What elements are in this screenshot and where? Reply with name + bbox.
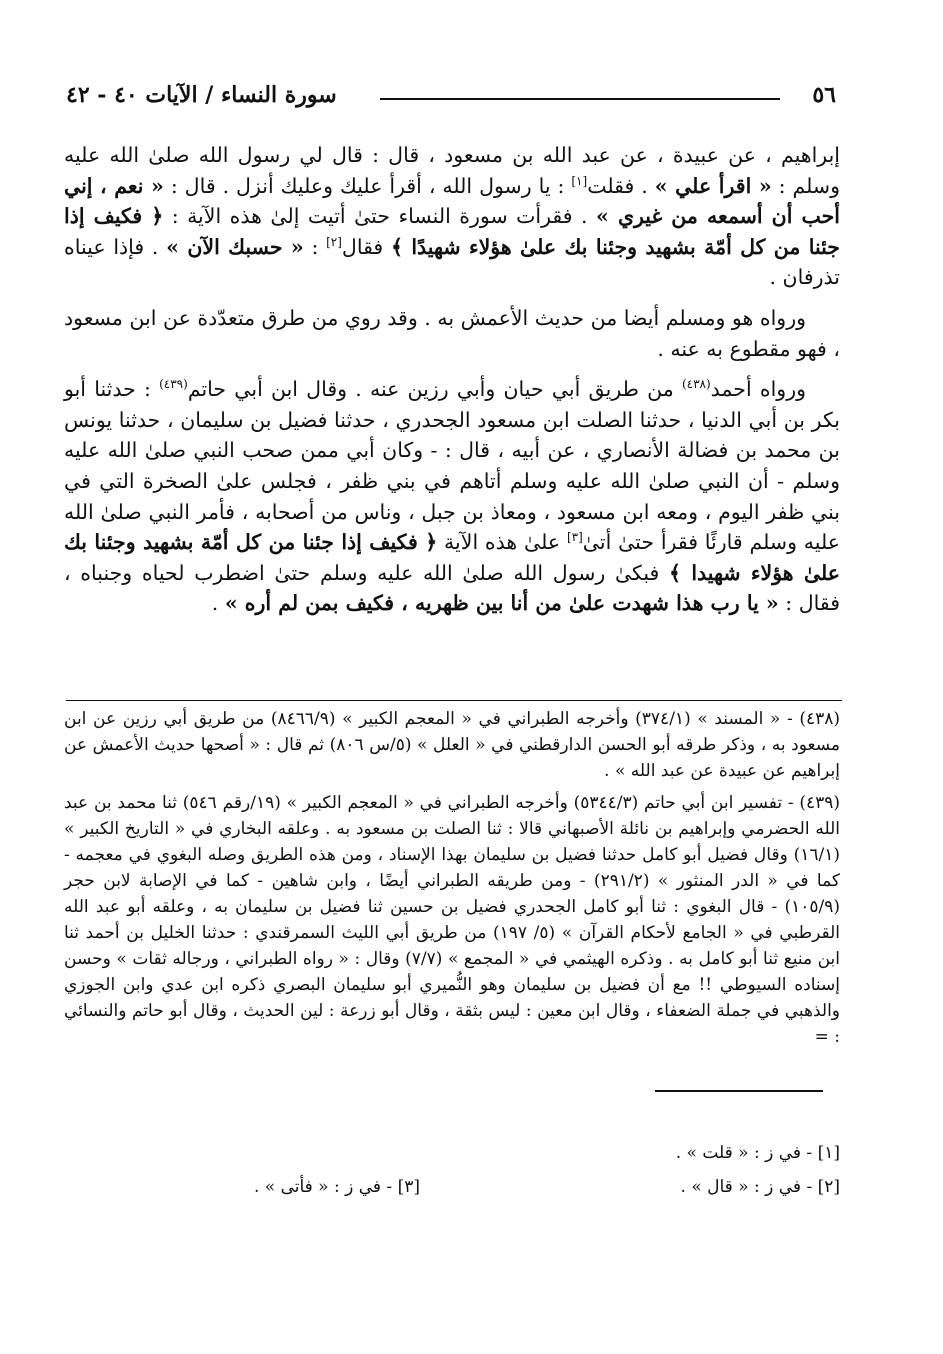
running-title: سورة النساء / الآيات ٤٠ - ٤٢ [66,82,337,108]
variants-separator [655,1090,823,1092]
footnote-separator [66,700,842,701]
manuscript-variants [64,1136,840,1206]
footnote-ref-438: (٤٣٨) [681,377,711,392]
footnotes [64,706,840,1056]
hadith-quote: « يا رب هذا شهدت علىٰ من أنا بين ظهريه ، فكيف بمن لم أره » [224,591,779,616]
footnote-438: (٤٣٨) - « المسند » (٣٧٤/١) وأخرجه الطبراني في « المعجم الكبير » (٨٤٦٦/٩) من طريق أبي رزين عن ابن مسعود به ، وذكر طرقه أبو الحسن الدارقطني في « العلل » (٥/س ٨٠٦) ثم قال : « أصحها حديث الأعمش عن إبراهيم عن عبيدة عن عبد الله » . [64,709,840,781]
paragraph-2: ورواه هو ومسلم أيضا من حديث الأعمش به . وقد روي من طرق متعدّدة عن ابن مسعود ، فهو مقطوع به عنه . [64,305,840,361]
variant-note-1: [١] - في ز : « قلت » . [675,1143,840,1163]
hadith-quote: « حسبك الآن » [166,234,304,259]
paragraph-1: إبراهيم ، عن عبيدة ، عن عبد الله بن مسعود ، قال : قال لي رسول الله صلىٰ الله عليه وسلم : « اقرأ علي » . فقلت[١] : يا رسول الله ، أقرأ عليك وعليك أنزل . قال : « نعم ، إني أحب أن أسمعه من غيري » . فقرأت سورة النساء حتىٰ أتيت إلىٰ هذه الآية : ﴿ فكيف إذا جئنا من كل أمّة بشهيد وجئنا بك علىٰ هؤلاء شهيدًا ﴾ فقال[٢] : « حسبك الآن » . فإذا عيناه تذرفان . [64,143,840,290]
variant-ref-3: [٣] [566,530,583,545]
hadith-quote: « نعم ، إني أحب أن أسمعه من غيري » [64,173,840,229]
paragraph-3: ورواه أحمد$^{(٤٣٨)}$ من طريق أبي حيان وأبي رزين عنه . وقال ابن أبي حاتم$^{(٤٣٩)}$ : حدثنا أبو بكر بن أبي الدنيا ، حدثنا الصلت ابن مسعود الجحدري ، حدثنا فضيل بن سليمان ، حدثنا يونس بن محمد بن فضالة الأنصاري ، عن أبيه ، قال : - وكان أبي ممن صحب النبي صلىٰ الله عليه وسلم - أن النبي صلىٰ الله عليه وسلم أتاهم في بني ظفر ، فجلس علىٰ الصخرة التي في بني ظفر اليوم ، ومعه ابن مسعود ، ومعاذ بن جبل ، وناس من أصحابه ، فأمر النبي صلىٰ الله عليه وسلم قارئًا فقرأ حتىٰ أتىٰ[٣] علىٰ هذه الآية ﴿ فكيف إذا جئنا من كل أمّة بشهيد وجئنا بك علىٰ هؤلاء شهيدا ﴾ فبكىٰ رسول الله صلىٰ الله عليه وسلم حتىٰ اضطرب لحياه وجنباه ، فقال : « يا رب هذا شهدت علىٰ من أنا بين ظهريه ، فكيف بمن لم أره » . [64,377,841,616]
hadith-quote: « اقرأ علي » [654,173,772,198]
quran-verse: ﴿ فكيف إذا جئنا من كل أمّة بشهيد وجئنا بك علىٰ هؤلاء شهيدا ﴾ [64,530,841,585]
main-text [64,140,840,629]
footnote-439: (٤٣٩) - تفسير ابن أبي حاتم (٥٣٤٤/٣) وأخرجه الطبراني في « المعجم الكبير » (١٩/رقم ٥٤٦) ثنا محمد بن عبد الله الحضرمي وإبراهيم بن نائلة الأصبهاني قالا : ثنا الصلت بن مسعود به . وعلقه البخاري في « التاريخ الكبير » (١٦/١) وقال فضيل أبو كامل حدثنا فضيل بن سليمان بهذا الإسناد ، ومن هذه الطريق وصله البغوي في معجمه - كما في « الدر المنثور » (٢٩١/٢) - ومن طريقه الطبراني أيضًا ، وابن شاهين - كما في الإصابة لابن حجر (١٠٥/٩) - قال البغوي : ثنا أبو كامل الجحدري فضيل بن حسين ثنا فضيل بن سليمان به ، وعلقه أبو عبد الله القرطبي في « الجامع لأحكام القرآن » (٥/ ١٩٧) من طريق أبي الليث السمرقندي : حدثنا الخليل بن أحمد ثنا ابن منيع ثنا أبو كامل به . وذكره الهيثمي في « المجمع » (٧/٧) وقال : « رواه الطبراني ، ورجاله ثقات » وحسن إسناده السيوطي !! مع أن فضيل بن سليمان وهو النُّميري أبو سليمان البصري ذكره ابن عدي وابن الجوزي والذهبي في جملة الضعفاء ، وقال ابن معين : ليس بثقة ، وقال أبو زرعة : لين الحديث ، وقال أبو حاتم والنسائي : = [64,793,841,1047]
header-rule [380,98,780,100]
footnote-ref-439: (٤٣٩) [159,377,188,392]
page-number: ٥٦ [812,82,836,108]
variant-ref-2: [٢] [326,234,342,249]
variant-note-2: [٢] - في ز : « قال » . [680,1177,840,1197]
quran-verse: ﴿ فكيف إذا جئنا من كل أمّة بشهيد وجئنا بك علىٰ هؤلاء شهيدًا ﴾ [64,204,840,259]
variant-ref-1: [١] [571,173,588,188]
variant-note-3: [٣] - في ز : « فأتى » . [253,1177,420,1197]
page-header [66,82,836,116]
